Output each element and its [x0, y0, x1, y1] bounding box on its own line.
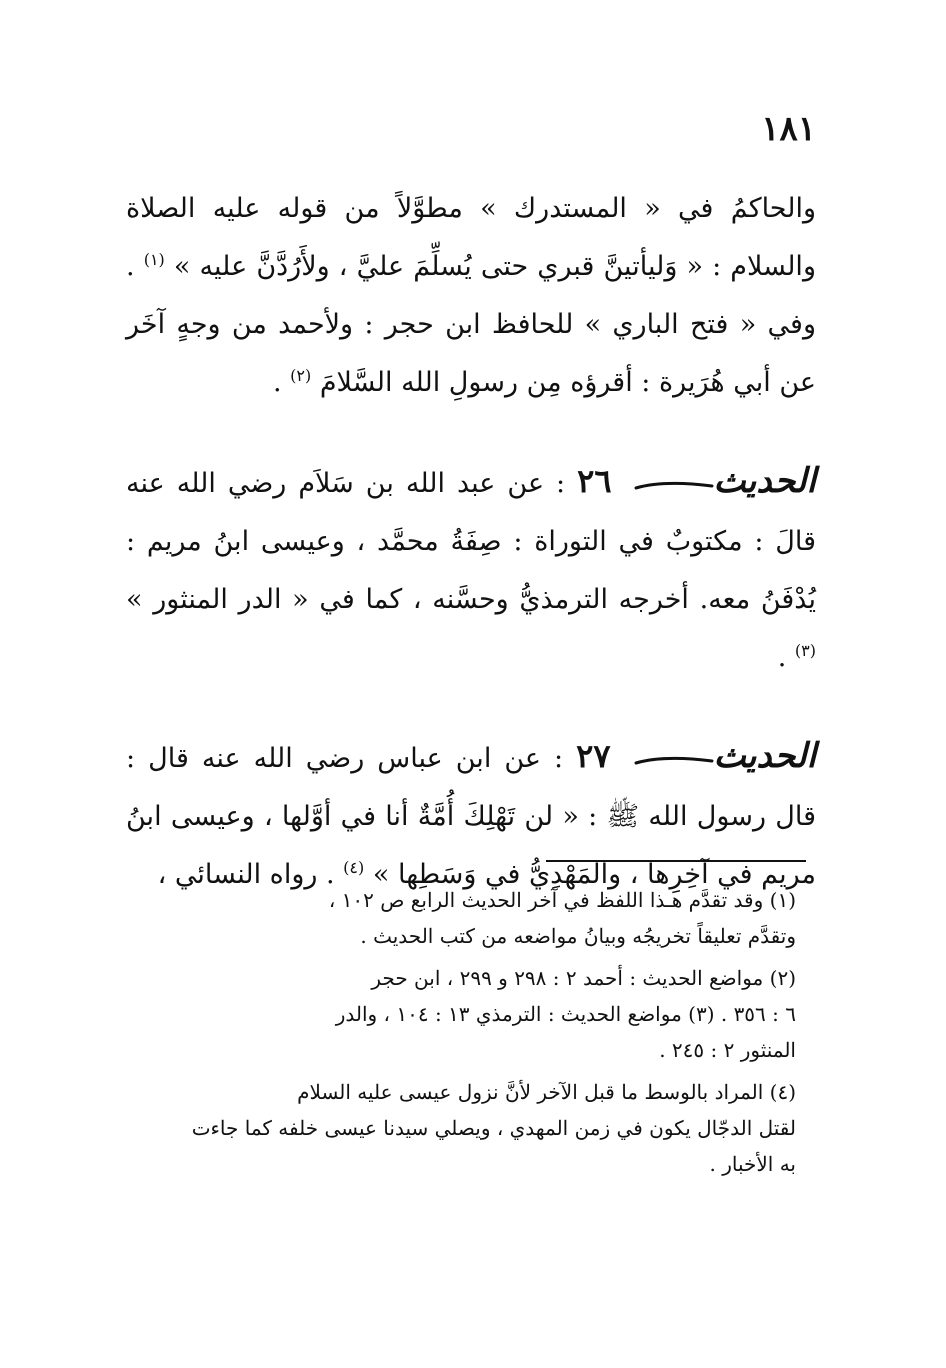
main-text — [126, 180, 816, 904]
hadith-text: : عن ابن عباس رضي الله عنه قال : قال رسول الله ﷺ : « لن تَهْلِكَ أُمَّةٌ أنا في أوَّلها ، وعيسى ابنُ مريم في آخِرِها ، والمَهْدِيُّ في وَسَطِها » — [126, 743, 816, 890]
intro-end: . — [272, 367, 282, 398]
intro-continuation: . وفي « فتح الباري » للحافظ ابن حجر : ولأحمد من وجهٍ آخَر عن أبي هُرَيرة : أقرؤه مِن رسولِ الله السَّلامَ — [126, 251, 816, 398]
page-number: ١٨١ — [761, 109, 816, 149]
hadith-text: : عن عبد الله بن سَلاَم رضي الله عنه قالَ : مكتوبٌ في التوراة : صِفَةُ محمَّد ، وعيسى ابنُ مريم : يُدْفَنُ معه. أخرجه الترمذيُّ وحسَّنه ، كما في « الدر المنثور » — [126, 468, 816, 615]
footnote-line: لقتل الدجّال يكون في زمن المهدي ، ويصلي سيدنا عيسى خلفه كما جاءت — [191, 1116, 796, 1140]
footnote-line: (٤) المراد بالوسط ما قبل الآخر لأنَّ نزول عيسى عليه السلام — [297, 1080, 796, 1104]
footnote-ref: (٤) — [343, 858, 365, 877]
calligraphy-swash-icon — [634, 478, 714, 492]
hadith-end: . رواه النسائي ، — [157, 859, 335, 890]
hadith-number: ٢٦ — [577, 462, 612, 500]
hadith-label: الحديث — [713, 461, 816, 501]
hadith-number: ٢٧ — [576, 737, 611, 775]
footnote-line: (١) وقد تقدَّم هـذا اللفظ في آخر الحديث الرابع ص ١٠٢ ، — [328, 888, 796, 912]
footnote-line: وتقدَّم تعليقاً تخريجُه وبيانُ مواضعه من كتب الحديث . — [360, 924, 796, 948]
footnote-1 — [146, 882, 796, 954]
footnotes — [146, 882, 796, 1188]
footnote-2-3 — [146, 960, 796, 1068]
footnote-4 — [146, 1074, 796, 1182]
footnote-line: المنثور ٢ : ٢٤٥ . — [659, 1038, 796, 1062]
hadith-label: الحديث — [713, 736, 817, 776]
hadith-26 — [126, 452, 816, 687]
footnote-line: به الأخبار . — [709, 1152, 796, 1176]
footnote-line: (٢) مواضع الحديث : أحمد ٢ : ٢٩٨ و ٢٩٩ ، ابن حجر — [371, 966, 796, 990]
footnote-divider — [546, 860, 806, 862]
footnote-line: ٦ : ٣٥٦ . (٣) مواضع الحديث : الترمذي ١٣ : ١٠٤ ، والدر — [335, 1002, 796, 1026]
footnote-ref: (١) — [143, 250, 165, 269]
footnote-ref: (٣) — [794, 641, 816, 660]
hadith-end: . — [777, 642, 787, 673]
calligraphy-swash-icon — [634, 753, 714, 767]
intro-text: والحاكمُ في « المستدرك » مطوَّلاً من قوله عليه الصلاة والسلام : « وَليأتينَّ قبري حتى يُسلِّمَ عليَّ ، ولأَرُدَّنَّ عليه » — [126, 193, 816, 282]
hadith-27 — [126, 727, 816, 904]
footnote-ref: (٢) — [290, 366, 312, 385]
intro-paragraph — [126, 180, 816, 412]
